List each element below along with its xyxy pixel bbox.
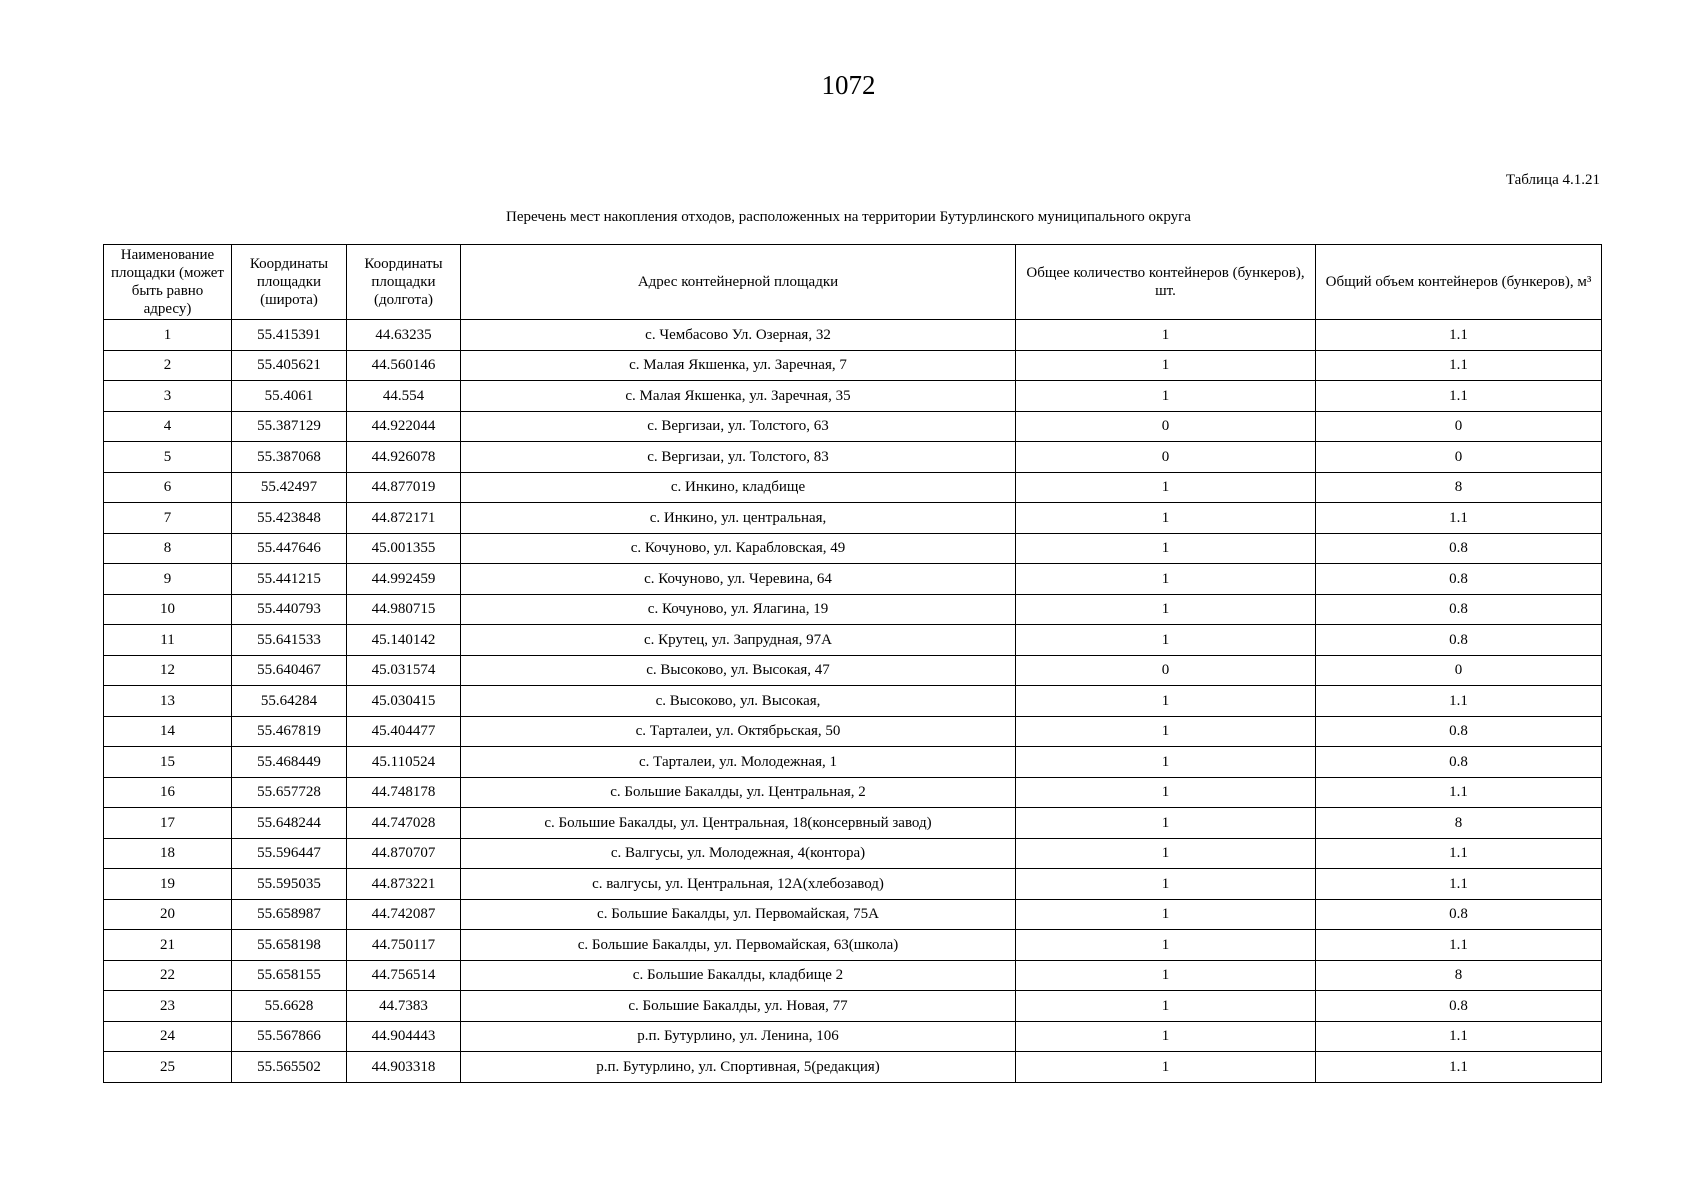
cell-longitude: 44.756514 (347, 960, 461, 991)
cell-site-number: 22 (104, 960, 232, 991)
cell-container-count: 1 (1016, 808, 1316, 839)
cell-container-count: 1 (1016, 747, 1316, 778)
cell-latitude: 55.423848 (232, 503, 347, 534)
cell-latitude: 55.648244 (232, 808, 347, 839)
cell-container-count: 1 (1016, 930, 1316, 961)
cell-container-volume: 1.1 (1316, 930, 1602, 961)
cell-site-number: 18 (104, 838, 232, 869)
cell-longitude: 44.870707 (347, 838, 461, 869)
cell-latitude: 55.415391 (232, 320, 347, 351)
cell-longitude: 44.980715 (347, 594, 461, 625)
cell-latitude: 55.567866 (232, 1021, 347, 1052)
cell-container-volume: 0.8 (1316, 564, 1602, 595)
cell-address: с. валгусы, ул. Центральная, 12А(хлебозавод) (461, 869, 1016, 900)
cell-latitude: 55.595035 (232, 869, 347, 900)
cell-site-number: 1 (104, 320, 232, 351)
column-header-longitude: Координаты площадки (долгота) (347, 245, 461, 320)
table-row (104, 350, 1602, 381)
table-row (104, 503, 1602, 534)
cell-latitude: 55.42497 (232, 472, 347, 503)
cell-container-count: 1 (1016, 869, 1316, 900)
cell-container-volume: 0 (1316, 411, 1602, 442)
table-row (104, 655, 1602, 686)
cell-longitude: 44.903318 (347, 1052, 461, 1083)
cell-container-volume: 1.1 (1316, 838, 1602, 869)
cell-site-number: 21 (104, 930, 232, 961)
header-row (104, 245, 1602, 320)
cell-address: с. Высоково, ул. Высокая, 47 (461, 655, 1016, 686)
column-header-address: Адрес контейнерной площадки (461, 245, 1016, 320)
cell-site-number: 14 (104, 716, 232, 747)
cell-latitude: 55.565502 (232, 1052, 347, 1083)
cell-container-volume: 0.8 (1316, 625, 1602, 656)
table-row (104, 777, 1602, 808)
table-row (104, 716, 1602, 747)
cell-container-count: 1 (1016, 625, 1316, 656)
cell-container-count: 1 (1016, 991, 1316, 1022)
table-row (104, 625, 1602, 656)
cell-container-count: 1 (1016, 686, 1316, 717)
cell-longitude: 44.904443 (347, 1021, 461, 1052)
cell-longitude: 45.001355 (347, 533, 461, 564)
cell-longitude: 44.747028 (347, 808, 461, 839)
table-row (104, 381, 1602, 412)
cell-site-number: 3 (104, 381, 232, 412)
cell-address: с. Большие Бакалды, ул. Первомайская, 63(школа) (461, 930, 1016, 961)
cell-site-number: 5 (104, 442, 232, 473)
table-caption: Таблица 4.1.21 (1505, 172, 1600, 188)
cell-container-volume: 1.1 (1316, 777, 1602, 808)
cell-container-volume: 1.1 (1316, 869, 1602, 900)
cell-address: с. Вергизаи, ул. Толстого, 63 (461, 411, 1016, 442)
cell-site-number: 8 (104, 533, 232, 564)
cell-longitude: 44.926078 (347, 442, 461, 473)
cell-site-number: 13 (104, 686, 232, 717)
cell-address: с. Малая Якшенка, ул. Заречная, 35 (461, 381, 1016, 412)
cell-latitude: 55.467819 (232, 716, 347, 747)
cell-container-volume: 0.8 (1316, 533, 1602, 564)
cell-site-number: 25 (104, 1052, 232, 1083)
cell-latitude: 55.657728 (232, 777, 347, 808)
cell-container-volume: 1.1 (1316, 320, 1602, 351)
cell-site-number: 11 (104, 625, 232, 656)
cell-container-volume: 1.1 (1316, 381, 1602, 412)
cell-address: с. Кочуново, ул. Карабловская, 49 (461, 533, 1016, 564)
cell-container-count: 1 (1016, 960, 1316, 991)
cell-longitude: 44.750117 (347, 930, 461, 961)
page-number: 1072 (821, 70, 876, 100)
table-row (104, 1052, 1602, 1083)
cell-container-volume: 0 (1316, 655, 1602, 686)
table-body (104, 320, 1602, 1083)
cell-longitude: 45.030415 (347, 686, 461, 717)
cell-container-volume: 1.1 (1316, 1021, 1602, 1052)
cell-address: с. Крутец, ул. Запрудная, 97А (461, 625, 1016, 656)
table-row (104, 564, 1602, 595)
cell-container-count: 1 (1016, 594, 1316, 625)
cell-latitude: 55.447646 (232, 533, 347, 564)
cell-address: с. Малая Якшенка, ул. Заречная, 7 (461, 350, 1016, 381)
cell-address: с. Тарталеи, ул. Молодежная, 1 (461, 747, 1016, 778)
cell-latitude: 55.441215 (232, 564, 347, 595)
cell-longitude: 44.877019 (347, 472, 461, 503)
cell-site-number: 2 (104, 350, 232, 381)
cell-address: с. Большие Бакалды, кладбище 2 (461, 960, 1016, 991)
column-header-latitude: Координаты площадки (широта) (232, 245, 347, 320)
cell-container-volume: 1.1 (1316, 1052, 1602, 1083)
cell-container-volume: 0.8 (1316, 747, 1602, 778)
cell-address: с. Тарталеи, ул. Октябрьская, 50 (461, 716, 1016, 747)
cell-site-number: 7 (104, 503, 232, 534)
cell-latitude: 55.658198 (232, 930, 347, 961)
table-row (104, 320, 1602, 351)
cell-latitude: 55.640467 (232, 655, 347, 686)
cell-container-count: 0 (1016, 411, 1316, 442)
cell-container-count: 1 (1016, 777, 1316, 808)
cell-address: с. Большие Бакалды, ул. Центральная, 2 (461, 777, 1016, 808)
cell-longitude: 44.560146 (347, 350, 461, 381)
table-row (104, 533, 1602, 564)
cell-site-number: 20 (104, 899, 232, 930)
cell-longitude: 44.922044 (347, 411, 461, 442)
table-row (104, 991, 1602, 1022)
cell-site-number: 9 (104, 564, 232, 595)
table-row (104, 594, 1602, 625)
table-row (104, 747, 1602, 778)
cell-address: р.п. Бутурлино, ул. Спортивная, 5(редакция) (461, 1052, 1016, 1083)
cell-container-volume: 0.8 (1316, 899, 1602, 930)
cell-container-count: 1 (1016, 564, 1316, 595)
cell-container-count: 1 (1016, 1021, 1316, 1052)
cell-address: р.п. Бутурлино, ул. Ленина, 106 (461, 1021, 1016, 1052)
cell-latitude: 55.64284 (232, 686, 347, 717)
cell-latitude: 55.658987 (232, 899, 347, 930)
cell-site-number: 10 (104, 594, 232, 625)
cell-site-number: 6 (104, 472, 232, 503)
cell-longitude: 44.742087 (347, 899, 461, 930)
table-header (104, 245, 1602, 320)
table-row (104, 930, 1602, 961)
cell-longitude: 45.110524 (347, 747, 461, 778)
cell-address: с. Кочуново, ул. Черевина, 64 (461, 564, 1016, 595)
cell-latitude: 55.4061 (232, 381, 347, 412)
cell-site-number: 4 (104, 411, 232, 442)
cell-container-count: 1 (1016, 533, 1316, 564)
cell-longitude: 44.748178 (347, 777, 461, 808)
cell-latitude: 55.387068 (232, 442, 347, 473)
cell-longitude: 45.404477 (347, 716, 461, 747)
cell-container-volume: 0.8 (1316, 716, 1602, 747)
waste-sites-table (103, 244, 1602, 1083)
cell-site-number: 16 (104, 777, 232, 808)
cell-container-count: 1 (1016, 350, 1316, 381)
cell-longitude: 44.873221 (347, 869, 461, 900)
table-row (104, 442, 1602, 473)
table-row (104, 838, 1602, 869)
table-row (104, 472, 1602, 503)
cell-latitude: 55.440793 (232, 594, 347, 625)
column-header-site-name: Наименование площадки (может быть равно адресу) (104, 245, 232, 320)
cell-longitude: 44.992459 (347, 564, 461, 595)
table-title: Перечень мест накопления отходов, расположенных на территории Бутурлинского муниципального округа (506, 209, 1191, 225)
cell-address: с. Инкино, кладбище (461, 472, 1016, 503)
cell-container-count: 1 (1016, 381, 1316, 412)
cell-container-count: 1 (1016, 1052, 1316, 1083)
cell-address: с. Большие Бакалды, ул. Новая, 77 (461, 991, 1016, 1022)
table-row (104, 960, 1602, 991)
cell-container-volume: 8 (1316, 960, 1602, 991)
cell-container-count: 1 (1016, 899, 1316, 930)
cell-site-number: 19 (104, 869, 232, 900)
cell-address: с. Валгусы, ул. Молодежная, 4(контора) (461, 838, 1016, 869)
cell-container-volume: 8 (1316, 808, 1602, 839)
cell-container-volume: 0 (1316, 442, 1602, 473)
cell-address: с. Вергизаи, ул. Толстого, 83 (461, 442, 1016, 473)
cell-container-count: 0 (1016, 442, 1316, 473)
cell-address: с. Чембасово Ул. Озерная, 32 (461, 320, 1016, 351)
cell-container-count: 1 (1016, 716, 1316, 747)
cell-site-number: 17 (104, 808, 232, 839)
cell-longitude: 44.63235 (347, 320, 461, 351)
cell-latitude: 55.468449 (232, 747, 347, 778)
cell-latitude: 55.596447 (232, 838, 347, 869)
table-row (104, 808, 1602, 839)
cell-container-count: 1 (1016, 320, 1316, 351)
cell-site-number: 24 (104, 1021, 232, 1052)
cell-longitude: 45.031574 (347, 655, 461, 686)
column-header-container-volume: Общий объем контейнеров (бункеров), м³ (1316, 245, 1602, 320)
cell-container-volume: 8 (1316, 472, 1602, 503)
table-row (104, 869, 1602, 900)
cell-site-number: 15 (104, 747, 232, 778)
cell-latitude: 55.641533 (232, 625, 347, 656)
column-header-container-count: Общее количество контейнеров (бункеров), шт. (1016, 245, 1316, 320)
cell-container-count: 1 (1016, 838, 1316, 869)
table-row (104, 686, 1602, 717)
cell-longitude: 44.872171 (347, 503, 461, 534)
cell-container-count: 1 (1016, 472, 1316, 503)
cell-address: с. Большие Бакалды, ул. Первомайская, 75А (461, 899, 1016, 930)
cell-longitude: 44.554 (347, 381, 461, 412)
cell-site-number: 12 (104, 655, 232, 686)
cell-address: с. Кочуново, ул. Ялагина, 19 (461, 594, 1016, 625)
cell-longitude: 45.140142 (347, 625, 461, 656)
cell-container-volume: 1.1 (1316, 686, 1602, 717)
cell-container-count: 0 (1016, 655, 1316, 686)
cell-latitude: 55.658155 (232, 960, 347, 991)
table-row (104, 411, 1602, 442)
cell-site-number: 23 (104, 991, 232, 1022)
cell-container-volume: 0.8 (1316, 991, 1602, 1022)
cell-container-count: 1 (1016, 503, 1316, 534)
cell-address: с. Инкино, ул. центральная, (461, 503, 1016, 534)
cell-address: с. Большие Бакалды, ул. Центральная, 18(консервный завод) (461, 808, 1016, 839)
cell-container-volume: 1.1 (1316, 503, 1602, 534)
cell-container-volume: 1.1 (1316, 350, 1602, 381)
cell-latitude: 55.387129 (232, 411, 347, 442)
table-row (104, 899, 1602, 930)
cell-latitude: 55.405621 (232, 350, 347, 381)
table-row (104, 1021, 1602, 1052)
cell-container-volume: 0.8 (1316, 594, 1602, 625)
cell-address: с. Высоково, ул. Высокая, (461, 686, 1016, 717)
cell-longitude: 44.7383 (347, 991, 461, 1022)
cell-latitude: 55.6628 (232, 991, 347, 1022)
